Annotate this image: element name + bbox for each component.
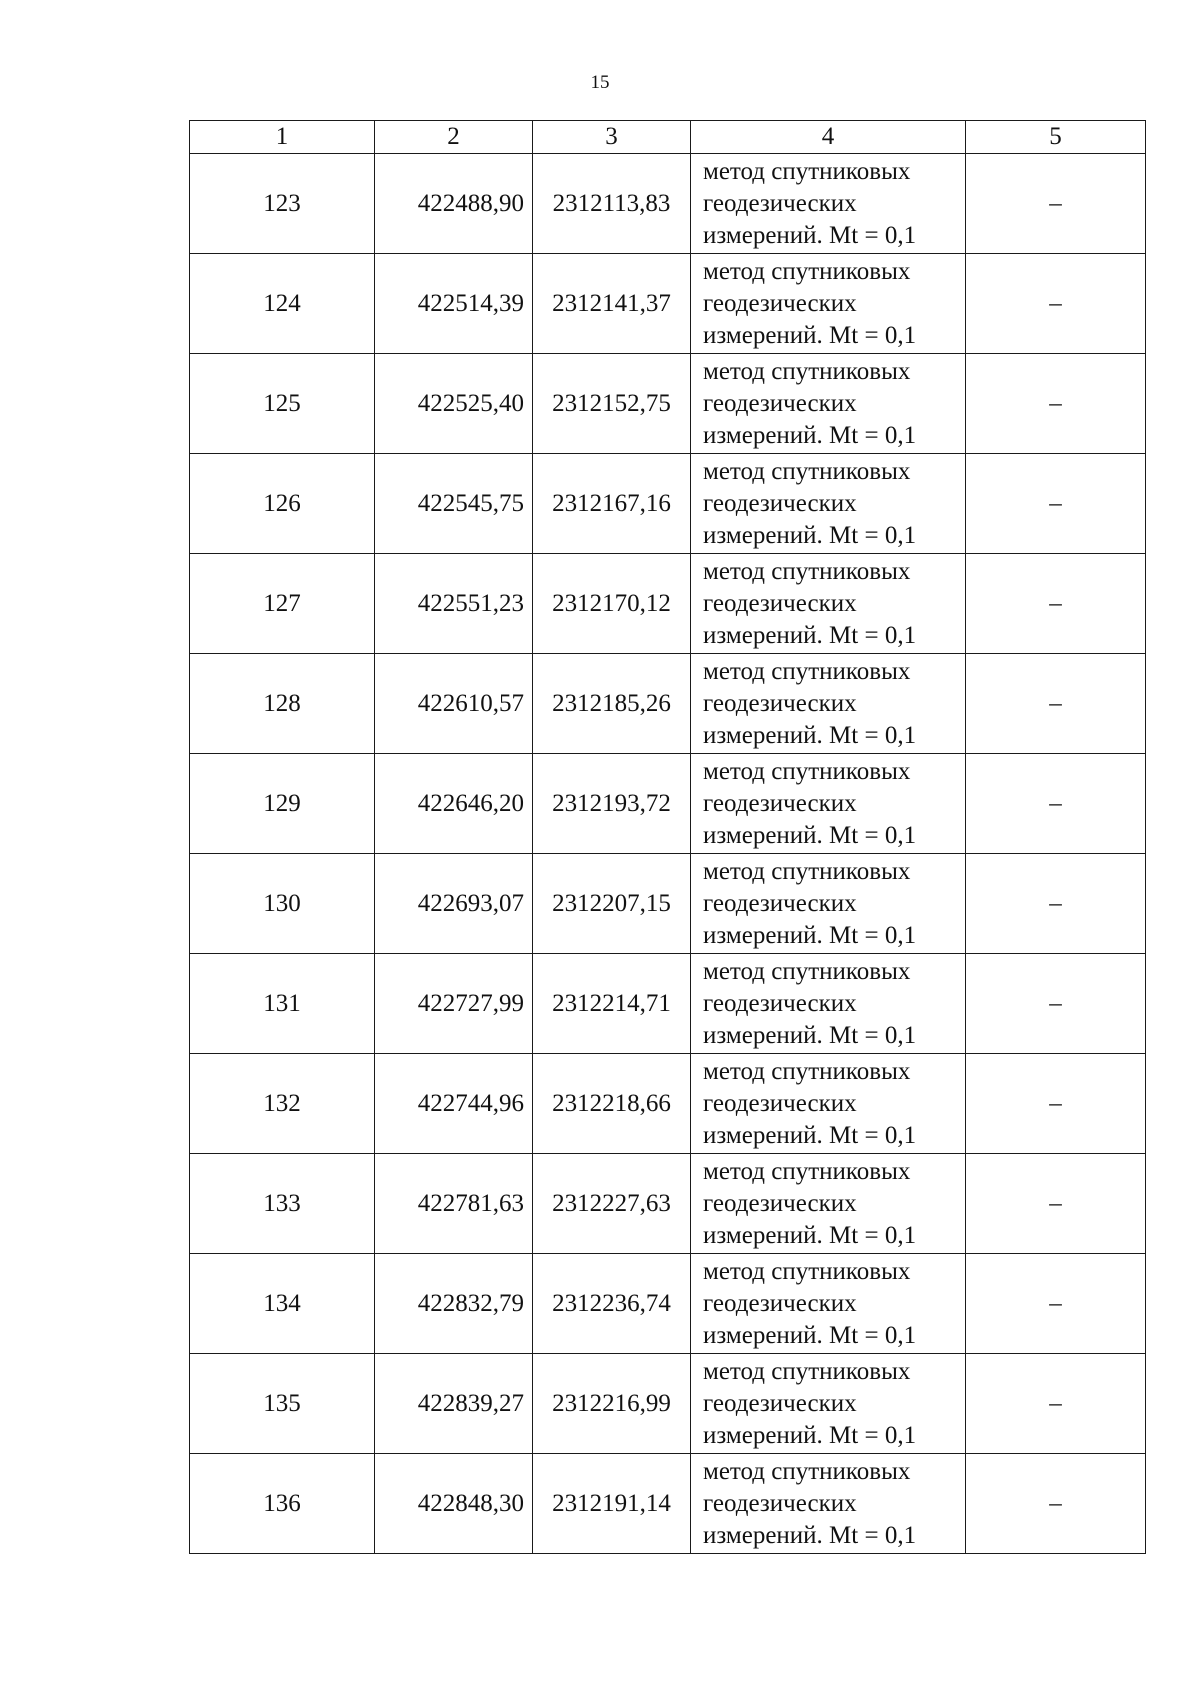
method-cell — [691, 254, 966, 354]
y-coordinate-cell: 2312236,74 — [533, 1254, 691, 1354]
method-line: геодезических — [703, 989, 857, 1017]
column-5-cell: – — [966, 654, 1146, 754]
table-row — [190, 1154, 1146, 1254]
method-line: измерений. Mt = 0,1 — [703, 1421, 917, 1449]
point-number-cell: 126 — [190, 454, 375, 554]
method-line: метод спутниковых — [703, 1457, 911, 1485]
table-row — [190, 354, 1146, 454]
method-line: метод спутниковых — [703, 1357, 911, 1385]
table-body — [190, 121, 1146, 1554]
point-number-cell: 134 — [190, 1254, 375, 1354]
method-line: геодезических — [703, 389, 857, 417]
column-5-cell: – — [966, 354, 1146, 454]
column-5-cell: – — [966, 1054, 1146, 1154]
y-coordinate-cell: 2312113,83 — [533, 154, 691, 254]
method-line: геодезических — [703, 1289, 857, 1317]
y-coordinate-cell: 2312193,72 — [533, 754, 691, 854]
point-number-cell: 124 — [190, 254, 375, 354]
column-header: 3 — [533, 121, 691, 154]
column-header: 5 — [966, 121, 1146, 154]
method-cell — [691, 1154, 966, 1254]
column-5-cell: – — [966, 254, 1146, 354]
method-line: геодезических — [703, 689, 857, 717]
method-cell — [691, 1054, 966, 1154]
x-coordinate-cell: 422744,96 — [375, 1054, 533, 1154]
method-line: метод спутниковых — [703, 757, 911, 785]
table-row — [190, 1454, 1146, 1554]
point-number-cell: 125 — [190, 354, 375, 454]
method-line: геодезических — [703, 589, 857, 617]
x-coordinate-cell: 422488,90 — [375, 154, 533, 254]
point-number-cell: 129 — [190, 754, 375, 854]
column-5-cell: – — [966, 854, 1146, 954]
method-line: метод спутниковых — [703, 257, 911, 285]
column-5-cell: – — [966, 754, 1146, 854]
y-coordinate-cell: 2312216,99 — [533, 1354, 691, 1454]
y-coordinate-cell: 2312170,12 — [533, 554, 691, 654]
y-coordinate-cell: 2312167,16 — [533, 454, 691, 554]
method-line: геодезических — [703, 1189, 857, 1217]
method-line: геодезических — [703, 189, 857, 217]
x-coordinate-cell: 422832,79 — [375, 1254, 533, 1354]
method-line: геодезических — [703, 889, 857, 917]
column-header: 1 — [190, 121, 375, 154]
table-row — [190, 554, 1146, 654]
y-coordinate-cell: 2312207,15 — [533, 854, 691, 954]
method-line: измерений. Mt = 0,1 — [703, 1521, 917, 1549]
column-5-cell: – — [966, 154, 1146, 254]
method-line: метод спутниковых — [703, 1157, 911, 1185]
method-line: метод спутниковых — [703, 457, 911, 485]
method-line: геодезических — [703, 289, 857, 317]
x-coordinate-cell: 422646,20 — [375, 754, 533, 854]
y-coordinate-cell: 2312141,37 — [533, 254, 691, 354]
method-line: измерений. Mt = 0,1 — [703, 921, 917, 949]
x-coordinate-cell: 422610,57 — [375, 654, 533, 754]
x-coordinate-cell: 422514,39 — [375, 254, 533, 354]
x-coordinate-cell: 422545,75 — [375, 454, 533, 554]
table-row — [190, 954, 1146, 1054]
y-coordinate-cell: 2312218,66 — [533, 1054, 691, 1154]
method-cell — [691, 354, 966, 454]
y-coordinate-cell: 2312152,75 — [533, 354, 691, 454]
y-coordinate-cell: 2312185,26 — [533, 654, 691, 754]
table-row — [190, 154, 1146, 254]
column-header: 4 — [691, 121, 966, 154]
column-5-cell: – — [966, 454, 1146, 554]
method-line: измерений. Mt = 0,1 — [703, 1021, 917, 1049]
table-row — [190, 1354, 1146, 1454]
column-5-cell: – — [966, 954, 1146, 1054]
point-number-cell: 133 — [190, 1154, 375, 1254]
point-number-cell: 130 — [190, 854, 375, 954]
column-5-cell: – — [966, 1454, 1146, 1554]
table-row — [190, 1254, 1146, 1354]
x-coordinate-cell: 422693,07 — [375, 854, 533, 954]
method-cell — [691, 954, 966, 1054]
point-number-cell: 131 — [190, 954, 375, 1054]
method-line: метод спутниковых — [703, 857, 911, 885]
page-number: 15 — [590, 72, 610, 93]
method-cell — [691, 654, 966, 754]
method-line: измерений. Mt = 0,1 — [703, 821, 917, 849]
method-line: геодезических — [703, 789, 857, 817]
method-line: геодезических — [703, 1389, 857, 1417]
point-number-cell: 132 — [190, 1054, 375, 1154]
column-5-cell: – — [966, 1154, 1146, 1254]
method-line: измерений. Mt = 0,1 — [703, 421, 917, 449]
method-line: измерений. Mt = 0,1 — [703, 1321, 917, 1349]
point-number-cell: 128 — [190, 654, 375, 754]
x-coordinate-cell: 422551,23 — [375, 554, 533, 654]
method-line: измерений. Mt = 0,1 — [703, 1221, 917, 1249]
coordinates-table — [189, 120, 1146, 1554]
method-line: измерений. Mt = 0,1 — [703, 521, 917, 549]
x-coordinate-cell: 422839,27 — [375, 1354, 533, 1454]
method-line: геодезических — [703, 1089, 857, 1117]
method-cell — [691, 554, 966, 654]
method-line: измерений. Mt = 0,1 — [703, 721, 917, 749]
table-row — [190, 1054, 1146, 1154]
method-line: измерений. Mt = 0,1 — [703, 221, 917, 249]
column-5-cell: – — [966, 1354, 1146, 1454]
method-line: метод спутниковых — [703, 557, 911, 585]
x-coordinate-cell: 422525,40 — [375, 354, 533, 454]
column-5-cell: – — [966, 554, 1146, 654]
y-coordinate-cell: 2312191,14 — [533, 1454, 691, 1554]
column-5-cell: – — [966, 1254, 1146, 1354]
method-cell — [691, 154, 966, 254]
method-cell — [691, 754, 966, 854]
y-coordinate-cell: 2312214,71 — [533, 954, 691, 1054]
method-line: измерений. Mt = 0,1 — [703, 321, 917, 349]
method-line: метод спутниковых — [703, 957, 911, 985]
point-number-cell: 127 — [190, 554, 375, 654]
table-row — [190, 854, 1146, 954]
method-line: метод спутниковых — [703, 357, 911, 385]
x-coordinate-cell: 422848,30 — [375, 1454, 533, 1554]
y-coordinate-cell: 2312227,63 — [533, 1154, 691, 1254]
table-row — [190, 454, 1146, 554]
method-line: измерений. Mt = 0,1 — [703, 621, 917, 649]
method-cell — [691, 1354, 966, 1454]
x-coordinate-cell: 422727,99 — [375, 954, 533, 1054]
method-line: метод спутниковых — [703, 657, 911, 685]
x-coordinate-cell: 422781,63 — [375, 1154, 533, 1254]
table-row — [190, 254, 1146, 354]
method-line: метод спутниковых — [703, 1257, 911, 1285]
method-cell — [691, 854, 966, 954]
header-row — [190, 121, 1146, 154]
method-line: геодезических — [703, 489, 857, 517]
point-number-cell: 136 — [190, 1454, 375, 1554]
method-cell — [691, 454, 966, 554]
method-cell — [691, 1454, 966, 1554]
point-number-cell: 123 — [190, 154, 375, 254]
method-line: метод спутниковых — [703, 157, 911, 185]
table-row — [190, 654, 1146, 754]
method-line: геодезических — [703, 1489, 857, 1517]
method-line: измерений. Mt = 0,1 — [703, 1121, 917, 1149]
column-header: 2 — [375, 121, 533, 154]
table-row — [190, 754, 1146, 854]
method-cell — [691, 1254, 966, 1354]
point-number-cell: 135 — [190, 1354, 375, 1454]
method-line: метод спутниковых — [703, 1057, 911, 1085]
